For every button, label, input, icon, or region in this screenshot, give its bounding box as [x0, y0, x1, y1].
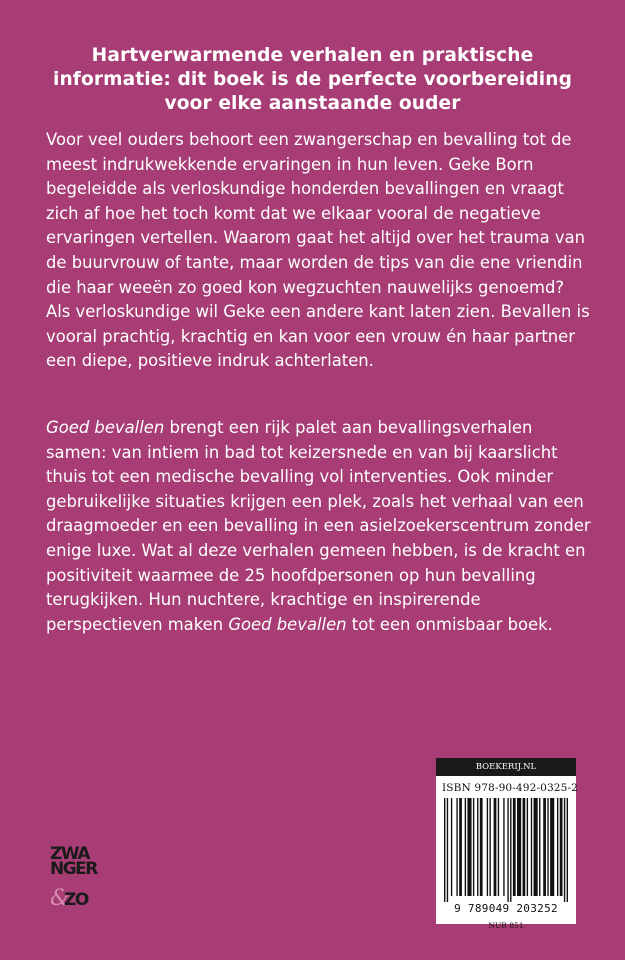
logo-line-3: ZO [64, 890, 88, 910]
barcode-bar [503, 798, 504, 896]
barcode-bar [456, 798, 457, 896]
paragraph-2-text-b: tot een onmisbaar boek. [346, 614, 553, 634]
publisher-website: BOEKERIJ.NL [436, 758, 576, 776]
barcode-bars [444, 798, 568, 902]
barcode-bar [557, 798, 558, 896]
barcode-bar [543, 798, 546, 896]
description-paragraph-2 [46, 416, 591, 637]
logo-ampersand: & [50, 886, 70, 911]
publisher-logo [50, 846, 116, 912]
barcode-bar [494, 798, 497, 896]
barcode-block [436, 758, 579, 930]
barcode-bar [467, 798, 471, 896]
barcode-bar [531, 798, 532, 896]
description-paragraph-1: Voor veel ouders behoort een zwangerschap en bevalling tot de meest indrukwekkende ervaringen in hun leven. Geke Born begeleidde als verloskundige honderden bevallingen en vraagt zich af hoe het toch komt dat we elkaar vooral de negatieve ervaringen vertellen. Waarom gaat het altijd over het trauma van de buurvrouw of tante, maar worden de tips van die ene vriendin die haar weeën zo goed kon wegzuchten nauwelijks genoemd? Als verloskundige wil Geke een andere kant laten zien. Bevallen is vooral prachtig, krachtig en kan voor een vrouw én haar partner een diepe, positieve indruk achterlaten. [46, 130, 590, 371]
barcode-bar [560, 798, 563, 896]
barcode-bar [539, 798, 540, 896]
back-cover-headline: Hartverwarmende verhalen en praktische informatie: dit boek is de perfecte voorbereiding voor elke aanstaande ouder [52, 45, 573, 114]
nur-code: NUR 851 [488, 921, 524, 930]
barcode-bar [517, 798, 521, 896]
barcode-bar [564, 798, 565, 902]
barcode-bar [510, 798, 511, 902]
isbn-number: ISBN 978-90-492-0325-2 [442, 782, 579, 794]
barcode-bar [444, 798, 445, 902]
logo-line-2: NGER [50, 859, 97, 879]
barcode-bar [567, 798, 568, 902]
barcode-bar [534, 798, 538, 896]
barcode-bar [527, 798, 528, 896]
barcode-bar [480, 798, 483, 896]
barcode-bar [498, 798, 499, 896]
barcode-bar [550, 798, 554, 896]
barcode-bar [465, 798, 466, 896]
logo-line-1: ZWA [50, 844, 89, 864]
barcode-bar [523, 798, 526, 896]
barcode-bar [513, 798, 516, 896]
barcode-bar [451, 798, 452, 896]
barcode-bar [489, 798, 490, 896]
barcode-bar [447, 798, 448, 902]
barcode-bar [507, 798, 508, 902]
barcode-bar [487, 798, 488, 896]
paragraph-2-text-a: brengt een rijk palet aan bevallingsverhalen samen: van intiem in bad tot keizersnede en van bij kaarslicht thuis tot een medische bevalling vol interventies. Ook minder gebruikelijke situaties krijgen een plek, zoals het verhaal van een draagmoeder en een bevalling in een asielzoekerscentrum zonder enige luxe. Wat al deze verhalen gemeen hebben, is de kracht en positiviteit waarmee de 25 hoofdpersonen op hun bevalling terugkijken. Hun nuchtere, krachtige en inspirerende perspectieven maken [46, 418, 591, 634]
book-title-italic-2: Goed bevallen [228, 614, 347, 634]
barcode-bar [473, 798, 474, 896]
barcode-bar [477, 798, 478, 896]
barcode-digits: 9 789049 203252 [454, 902, 558, 915]
barcode-bar [459, 798, 462, 896]
book-title-italic: Goed bevallen [46, 418, 165, 437]
barcode-bar [547, 798, 548, 896]
